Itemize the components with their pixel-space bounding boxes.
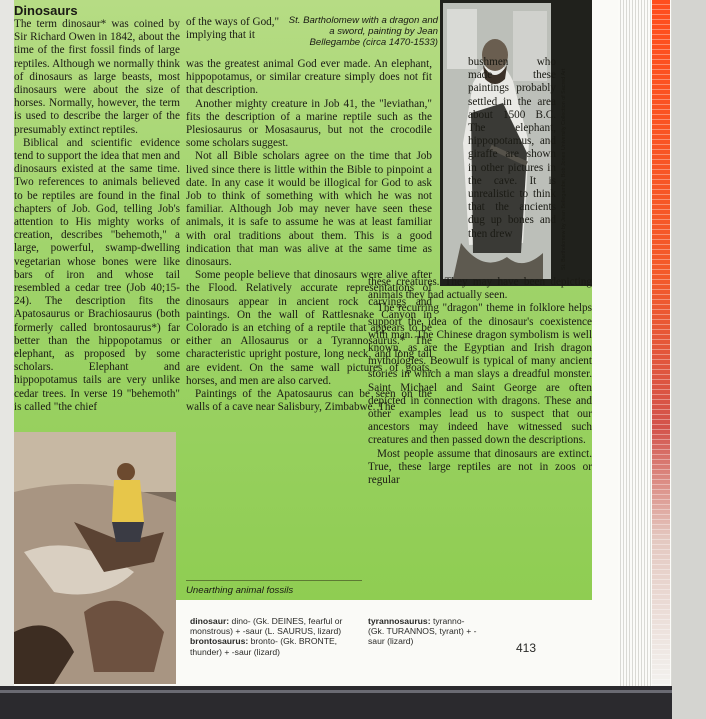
paragraph: these creatures. They may have been depicting animals they had actually seen. (368, 276, 592, 302)
paragraph: The recurring "dragon" theme in folklore helps support the idea of the dinosaur's coexistence with man. The Chinese dragon symbolism is well known, as are the Egyptian and Irish dragon mythologies. Beowulf is typical of many ancient stories in which a man slays a dreadful monster. Saint Michael and Saint George are often depicted in connection with dragons. These and other examples lead us to suspect that our ancestors may indeed have witnessed such creatures and then passed down the descriptions. (368, 302, 592, 447)
paragraph: Another mighty creature in Job 41, the "leviathan," fits the description of a marine reptile such as the Plesiosaurus or Mosasaurus, but not the crocodile some scholars suggest. (186, 97, 432, 150)
glossary-entry-dinosaur (190, 616, 360, 636)
paragraph: The term dinosaur* was coined by Sir Richard Owen in 1842, about the time of the first fossil finds of large reptiles. Although we normally think of dinosaurs as large beasts, most dinosaurs were about the size of horses. Normally, however, the term is used to describe the larger of the presumably extinct reptiles. (14, 18, 180, 136)
thumb-index-tabs (652, 0, 670, 690)
glossary-entry-brontosaurus (190, 636, 360, 656)
fossil-dig-scene (14, 432, 176, 684)
painting-credit: St. Bartholomew by Jean Bellegambe, Bob Jones University Collection of Sacred Art (561, 68, 567, 270)
paragraph: Some people believe that dinosaurs were alive after the Flood. Relatively accurate representations of dinosaurs appear in ancient rock carvings and paintings. On the wall of Rattlesnake Canyon in Colorado is an etching of a reptile that appears to be either an Allosaurus or a Tyrannosaurus.* The characteristic upright posture, long neck, and long tail are evident. On the same wall pictures of goats, horses, and men are also carved. (186, 269, 432, 387)
text-column-3-top (468, 56, 556, 241)
text-column-2-top: of the ways of God," implying that it (186, 16, 280, 42)
paragraph: Not all Bible scholars agree on the time that Job lived since there is little within the Bible to pinpoint a date. In any case it would be illogical for God to ask Job to think of something with which he was not familiar. Although Job may never have seen these animals, it is safe to assume he was at least familiar with oral traditions about them. This is a good indication that man was alive at the same time as dinosaurs. (186, 150, 432, 269)
glossary-left (190, 616, 360, 657)
section-title: Dinosaurs (14, 3, 78, 18)
glossary-term: brontosaurus: (190, 636, 249, 647)
photo-caption: Unearthing animal fossils (186, 585, 294, 596)
paragraph: was the greatest animal God ever made. An elephant, hippopotamus, or similar creature simply does not fit that description. (186, 58, 432, 97)
fossil-photo (14, 432, 176, 684)
paragraph: Paintings of the Apatosaurus can be seen on the walls of a cave near Salisbury, Zimbabwe. The (186, 388, 432, 414)
book-cover (672, 0, 706, 719)
glossary-term: tyrannosaurus: (368, 616, 431, 626)
text-column-1 (14, 18, 180, 414)
caption-rule (186, 580, 362, 581)
glossary-term: dinosaur: (190, 616, 230, 626)
glossary-definition: dino- (Gk. DEINES, fearful or monstrous) + -saur (L. SAURUS, lizard) (190, 616, 343, 637)
glossary-definition: bronto- (Gk. BRONTE, thunder) + -saur (lizard) (190, 636, 338, 657)
page-number: 413 (516, 641, 537, 655)
paragraph: Most people assume that dinosaurs are extinct. True, these large reptiles are not in zoos or regular (368, 447, 592, 487)
paragraph: bushmen who made these paintings probably settled in the area about 1500 B.C. The elephant, hippopotamus, and giraffe are shown in other pictures in the cave. It is unrealistic to think that the ancients dug up bones and then drew (468, 56, 556, 240)
spine-highlight (0, 690, 672, 693)
glossary-entry-tyrannosaurus (368, 616, 478, 647)
glossary-right (368, 616, 478, 647)
painting-caption: St. Bartholomew with a dragon and a sword, painting by Jean Bellegambe (circa 1470-1533) (288, 15, 438, 48)
paragraph: Biblical and scientific evidence tend to support the idea that men and dinosaurs existed at the same time. Two references to animals believed to be reptiles are found in the final chapters of Job. God, telling Job's attention to His mighty works of creation, describes "behemoth," a large, powerful, swamp-dwelling vegetarian whose bones were like bars of iron and whose tail resembled a cedar tree (Job 40;15-24). The description fits the Apatosaurus or Brachiosaurus (both formerly called brontosaurus*) far better than the hippopotamus or elephant, as proposed by some scholars. Elephant and hippopotamus tails are very unlike cedar trees. In verse 19 "behemoth" is called "the chief (14, 136, 180, 413)
glossary-definition: tyranno- (Gk. TURANNOS, tyrant) + -saur (lizard) (368, 616, 477, 647)
text-column-3 (368, 276, 592, 487)
